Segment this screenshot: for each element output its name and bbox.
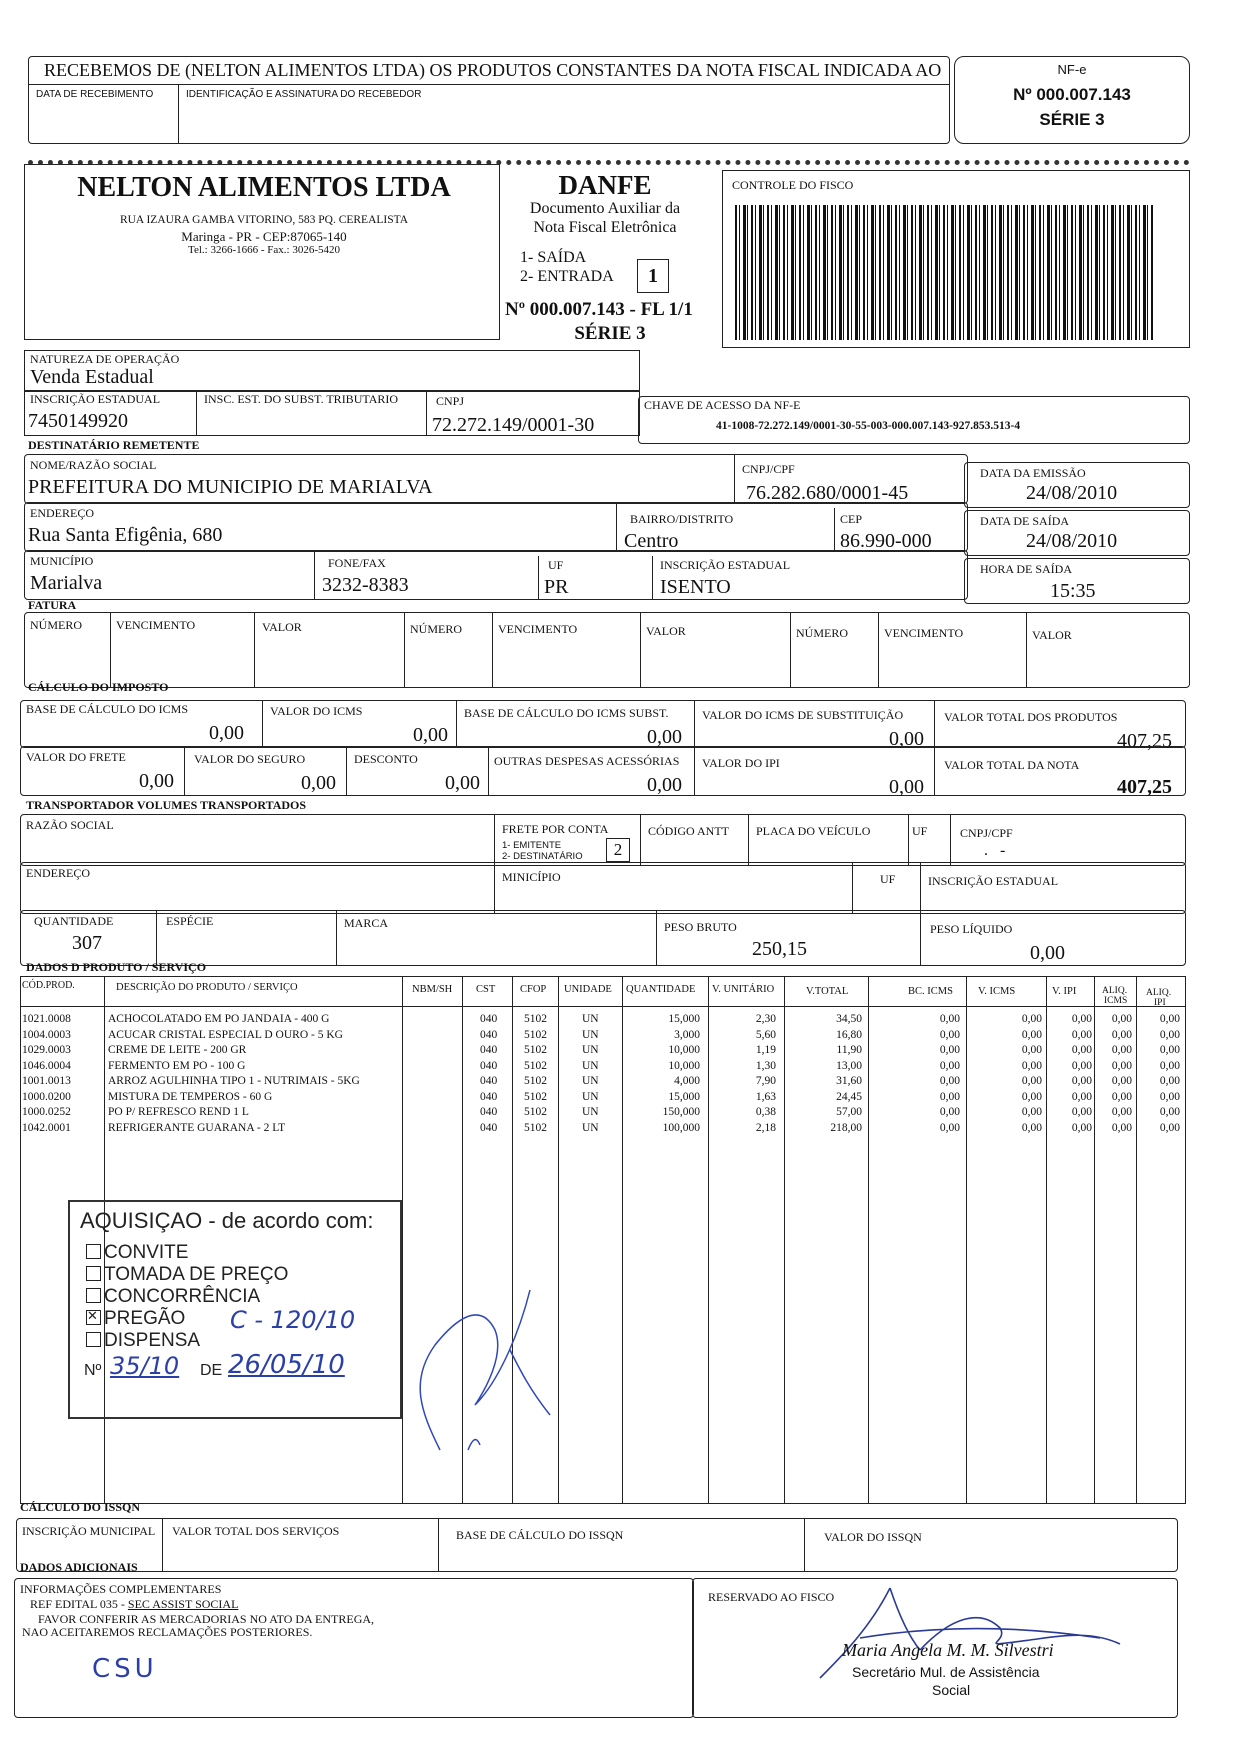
product-cell-vicms: 0,00: [1021, 1090, 1042, 1103]
emitente-address1: RUA IZAURA GAMBA VITORINO, 583 PQ. CEREALISTA: [119, 214, 409, 226]
peso-bruto: 250,15: [752, 938, 807, 960]
col-vtotal: V.TOTAL: [806, 986, 849, 997]
stamp-opt-dispensa: DISPENSA: [86, 1330, 200, 1352]
dest-uf: PR: [544, 576, 569, 598]
product-col-vunit: [710, 1012, 776, 1136]
stamp-title: AQUISIÇAO - de acordo com:: [80, 1208, 374, 1233]
saida-label: DATA DE SAÍDA: [980, 514, 1070, 528]
marca-label: MARCA: [344, 916, 389, 930]
product-cell-vicms: 0,00: [1021, 1075, 1042, 1087]
product-col-qtd: [624, 1012, 700, 1136]
stamp-opt-concorrencia: CONCORRÊNCIA: [86, 1286, 260, 1308]
col-vunit: V. UNITÁRIO: [712, 984, 775, 995]
dest-endereco: Rua Santa Efigênia, 680: [28, 524, 223, 546]
dest-cep-label: CEP: [840, 512, 863, 526]
issqn-im-label: INSCRIÇÃO MUNICIPAL: [22, 1524, 156, 1538]
outras: 0,00: [647, 774, 682, 796]
product-cell-cst: 040: [480, 1106, 498, 1118]
product-cell-cfop: 5102: [524, 1090, 547, 1103]
product-cell-cod: 1000.0252: [22, 1106, 71, 1118]
peso-bruto-label: PESO BRUTO: [664, 920, 737, 934]
frete-value-box: 2: [606, 838, 630, 862]
product-cell-vicms: 0,00: [1021, 1059, 1042, 1072]
stamp-pregao-number: C - 120/10: [230, 1306, 356, 1334]
stamp-opt-pregao: ✕PREGÃO: [86, 1308, 185, 1330]
product-cell-un: UN: [582, 1059, 599, 1072]
col-aliq-ipi-2: IPI: [1154, 998, 1166, 1008]
product-cell-desc: ACUCAR CRISTAL ESPECIAL D OURO - 5 KG: [108, 1028, 343, 1041]
product-cell-un: UN: [582, 1121, 599, 1134]
product-cell-bc: 0,00: [939, 1106, 960, 1118]
product-cell-un: UN: [582, 1044, 599, 1056]
product-cell-aicms: 0,00: [1111, 1013, 1132, 1025]
info-handwritten: CSU: [92, 1654, 158, 1684]
product-col-vipi: [1048, 1012, 1092, 1136]
fatura-venc-1: VENCIMENTO: [116, 618, 196, 632]
product-cell-vunit: 0,38: [755, 1106, 776, 1118]
transp-ie-label: INSCRIÇÃO ESTADUAL: [928, 874, 1059, 888]
product-cell-vunit: 1,19: [755, 1044, 776, 1056]
frete-conta-label: FRETE POR CONTA: [502, 822, 609, 836]
transp-razao-label: RAZÃO SOCIAL: [26, 818, 114, 832]
danfe-tipo-box: 1: [637, 259, 669, 293]
dest-bairro-label: BAIRRO/DISTRITO: [630, 512, 734, 526]
product-cell-cfop: 5102: [524, 1121, 547, 1134]
info-line2: FAVOR CONFERIR AS MERCADORIAS NO ATO DA ENTREGA,: [38, 1612, 375, 1626]
product-cell-vicms: 0,00: [1021, 1028, 1042, 1041]
product-cell-vipi: 0,00: [1071, 1028, 1092, 1041]
ipi: 0,00: [889, 776, 924, 798]
ie-value: 7450149920: [28, 410, 128, 432]
placa-label: PLACA DO VEÍCULO: [756, 824, 871, 838]
product-cell-cst: 040: [480, 1028, 498, 1041]
product-cell-vipi: 0,00: [1071, 1090, 1092, 1103]
quantidade: 307: [72, 932, 102, 954]
canhoto-text: RECEBEMOS DE (NELTON ALIMENTOS LTDA) OS PRODUTOS CONSTANTES DA NOTA FISCAL INDICADA AO: [44, 60, 942, 80]
info-line1-link: SEC ASSIST SOCIAL: [127, 1597, 239, 1611]
col-un: UNIDADE: [564, 984, 612, 995]
product-cell-cst: 040: [480, 1044, 498, 1056]
cnpj-value: 72.272.149/0001-30: [432, 414, 595, 436]
product-cell-vunit: 1,63: [755, 1090, 776, 1103]
nfe-label: NF-e: [1057, 62, 1087, 77]
product-cell-cod: 1042.0001: [22, 1121, 71, 1134]
product-cell-cst: 040: [480, 1090, 498, 1103]
product-cell-desc: FERMENTO EM PO - 100 G: [108, 1059, 246, 1072]
product-col-un: [582, 1012, 599, 1136]
product-cell-cod: 1001.0013: [22, 1075, 71, 1087]
barcode: [735, 205, 1155, 340]
product-cell-qtd: 10,000: [668, 1044, 700, 1056]
product-cell-vicms: 0,00: [1021, 1106, 1042, 1118]
product-cell-vtotal: 57,00: [836, 1106, 862, 1118]
desconto-label: DESCONTO: [354, 752, 418, 766]
product-cell-bc: 0,00: [939, 1090, 960, 1103]
product-cell-un: UN: [582, 1090, 599, 1103]
fatura-venc-2: VENCIMENTO: [498, 622, 578, 636]
issqn-section: CÁLCULO DO ISSQN: [20, 1500, 141, 1514]
product-cell-vicms: 0,00: [1021, 1121, 1042, 1134]
transp-uf-label: UF: [912, 824, 928, 838]
emitente-phone: Tel.: 3266-1666 - Fax.: 3026-5420: [188, 244, 340, 256]
product-cell-vipi: 0,00: [1071, 1059, 1092, 1072]
transp-municipio-label: MINICÍPIO: [502, 870, 561, 884]
product-col-cod: [22, 1012, 71, 1136]
product-cell-qtd: 15,000: [668, 1090, 700, 1103]
product-cell-desc: CREME DE LEITE - 200 GR: [108, 1044, 247, 1056]
product-cell-vunit: 7,90: [755, 1075, 776, 1087]
product-cell-aipi: 0,00: [1159, 1013, 1180, 1025]
product-cell-vunit: 1,30: [755, 1059, 776, 1072]
product-cell-qtd: 100,000: [662, 1121, 700, 1134]
issqn-base-label: BASE DE CÁLCULO DO ISSQN: [456, 1528, 624, 1542]
product-cell-qtd: 4,000: [674, 1075, 700, 1087]
frete-opt2: 2- DESTINATÁRIO: [502, 851, 583, 862]
outras-label: OUTRAS DESPESAS ACESSÓRIAS: [494, 754, 680, 768]
product-cell-aipi: 0,00: [1159, 1106, 1180, 1118]
cnpj-label: CNPJ: [436, 394, 465, 408]
product-cell-desc: ACHOCOLATADO EM PO JANDAIA - 400 G: [108, 1013, 330, 1025]
product-cell-vtotal: 218,00: [830, 1121, 862, 1134]
danfe-title: DANFE: [558, 170, 652, 200]
dest-cnpj-label: CNPJ/CPF: [742, 462, 795, 476]
product-cell-aipi: 0,00: [1159, 1028, 1180, 1041]
product-cell-un: UN: [582, 1106, 599, 1118]
ie-label: INSCRIÇÃO ESTADUAL: [30, 392, 161, 406]
total-prod-label: VALOR TOTAL DOS PRODUTOS: [944, 710, 1118, 724]
fatura-valor-3: VALOR: [1032, 628, 1072, 642]
transp-endereco-label: ENDEREÇO: [26, 866, 90, 880]
col-vipi: V. IPI: [1052, 986, 1077, 997]
product-cell-cst: 040: [480, 1059, 498, 1072]
fatura-section: FATURA: [28, 598, 77, 612]
product-cell-desc: REFRIGERANTE GUARANA - 2 LT: [108, 1121, 286, 1134]
stamp-opt-convite: CONVITE: [86, 1242, 188, 1264]
total-prod: 407,25: [1117, 730, 1172, 752]
product-cell-vtotal: 34,50: [836, 1013, 862, 1025]
product-cell-vtotal: 24,45: [836, 1090, 862, 1103]
base-icms-label: BASE DE CÁLCULO DO ICMS: [26, 702, 189, 716]
col-aliq-icms-1: ALIQ.: [1102, 986, 1128, 996]
product-cell-aipi: 0,00: [1159, 1075, 1180, 1087]
col-aliq-ipi-1: ALIQ.: [1146, 988, 1172, 998]
product-cell-vipi: 0,00: [1071, 1075, 1092, 1087]
ie-st-label: INSC. EST. DO SUBST. TRIBUTARIO: [204, 392, 399, 406]
sig-title2: Social: [932, 1682, 971, 1698]
antt-label: CÓDIGO ANTT: [648, 824, 729, 838]
valor-st-label: VALOR DO ICMS DE SUBSTITUIÇÃO: [702, 708, 904, 722]
product-cell-aipi: 0,00: [1159, 1121, 1180, 1134]
product-cell-cst: 040: [480, 1013, 498, 1025]
nfe-numero: Nº 000.007.143: [1013, 85, 1131, 104]
frete-label: VALOR DO FRETE: [26, 750, 126, 764]
product-cell-aicms: 0,00: [1111, 1106, 1132, 1118]
product-cell-cod: 1000.0200: [22, 1090, 71, 1103]
ipi-label: VALOR DO IPI: [702, 756, 780, 770]
product-cell-vtotal: 11,90: [836, 1044, 862, 1056]
data-recebimento-label: DATA DE RECEBIMENTO: [36, 89, 154, 100]
col-ncm: NBM/SH: [412, 984, 453, 995]
col-vicms: V. ICMS: [978, 986, 1016, 997]
product-cell-bc: 0,00: [939, 1028, 960, 1041]
emitente-address2: Maringa - PR - CEP:87065-140: [181, 229, 347, 244]
product-cell-cod: 1029.0003: [22, 1044, 71, 1056]
product-cell-cfop: 5102: [524, 1075, 547, 1087]
col-bc: BC. ICMS: [908, 986, 953, 997]
product-cell-qtd: 15,000: [668, 1013, 700, 1025]
stamp-opt-tomada: TOMADA DE PREÇO: [86, 1264, 288, 1286]
peso-liquido: 0,00: [1030, 942, 1065, 964]
product-cell-vicms: 0,00: [1021, 1044, 1042, 1056]
danfe-subtitle2: Nota Fiscal Eletrônica: [533, 219, 677, 236]
controle-fisco-label: CONTROLE DO FISCO: [732, 178, 854, 192]
sig-name: Maria Angela M. M. Silvestri: [842, 1640, 1054, 1660]
valor-icms: 0,00: [413, 724, 448, 746]
adicionais-section: DADOS ADICIONAIS: [20, 1560, 138, 1574]
fatura-valor-2: VALOR: [646, 624, 686, 638]
product-cell-vunit: 2,18: [755, 1121, 776, 1134]
stamp-date-value: 26/05/10: [228, 1350, 345, 1380]
dest-fone-label: FONE/FAX: [328, 556, 386, 570]
danfe-subtitle1: Documento Auxiliar da: [529, 200, 681, 217]
product-cell-vtotal: 13,00: [836, 1059, 862, 1072]
product-cell-un: UN: [582, 1075, 599, 1087]
dest-cnpj: 76.282.680/0001-45: [746, 482, 909, 504]
danfe-numero-fl: Nº 000.007.143 - FL 1/1: [505, 299, 693, 320]
product-cell-aicms: 0,00: [1111, 1075, 1132, 1087]
dest-municipio-label: MUNICÍPIO: [30, 554, 94, 568]
transp-cnpj-label: CNPJ/CPF: [960, 826, 1013, 840]
dest-cep: 86.990-000: [840, 530, 932, 552]
product-cell-cod: 1046.0004: [22, 1059, 71, 1072]
dest-ie: ISENTO: [660, 576, 731, 598]
chave-value: 41-1008-72.272.149/0001-30-55-003-000.007.143-927.853.513-4: [716, 420, 1021, 432]
product-cell-vipi: 0,00: [1071, 1106, 1092, 1118]
product-cell-bc: 0,00: [939, 1044, 960, 1056]
product-cell-cod: 1004.0003: [22, 1028, 71, 1041]
product-cell-bc: 0,00: [939, 1121, 960, 1134]
especie-label: ESPÉCIE: [166, 914, 214, 928]
chave-label: CHAVE DE ACESSO DA NF-E: [644, 398, 801, 412]
emissao-value: 24/08/2010: [1026, 482, 1118, 504]
col-cfop: CFOP: [520, 984, 547, 995]
frete-opt1: 1- EMITENTE: [502, 840, 562, 851]
product-cell-aicms: 0,00: [1111, 1059, 1132, 1072]
col-aliq-icms-2: ICMS: [1104, 996, 1128, 1006]
product-cell-vipi: 0,00: [1071, 1121, 1092, 1134]
dest-fone: 3232-8383: [322, 574, 409, 596]
base-icms: 0,00: [209, 722, 244, 744]
info-label: INFORMAÇÕES COMPLEMENTARES: [20, 1582, 222, 1596]
frete: 0,00: [139, 770, 174, 792]
dest-bairro: Centro: [624, 530, 679, 552]
info-line1: REF EDITAL 035 - SEC ASSIST SOCIAL: [30, 1597, 239, 1611]
product-cell-vicms: 0,00: [1021, 1013, 1042, 1025]
product-col-desc: [108, 1012, 360, 1136]
danfe-opt2: 2- ENTRADA: [520, 268, 614, 285]
product-cell-aicms: 0,00: [1111, 1044, 1132, 1056]
fatura-numero-1: NÚMERO: [30, 618, 83, 632]
base-st-label: BASE DE CÁLCULO DO ICMS SUBST.: [464, 706, 669, 720]
product-cell-desc: MISTURA DE TEMPEROS - 60 G: [108, 1090, 273, 1103]
product-cell-vipi: 0,00: [1071, 1044, 1092, 1056]
product-cell-cfop: 5102: [524, 1106, 547, 1118]
product-cell-aicms: 0,00: [1111, 1028, 1132, 1041]
valor-icms-label: VALOR DO ICMS: [270, 704, 363, 718]
saida-value: 24/08/2010: [1026, 530, 1118, 552]
destinatario-section: DESTINATÁRIO REMETENTE: [28, 438, 200, 452]
fatura-venc-3: VENCIMENTO: [884, 626, 964, 640]
hora-label: HORA DE SAÍDA: [980, 562, 1073, 576]
product-cell-vipi: 0,00: [1071, 1013, 1092, 1025]
product-cell-qtd: 10,000: [668, 1059, 700, 1072]
fatura-numero-2: NÚMERO: [410, 622, 463, 636]
product-cell-cst: 040: [480, 1075, 498, 1087]
fatura-valor-1: VALOR: [262, 620, 302, 634]
transp-cnpj-value: . -: [984, 842, 1006, 859]
product-cell-cst: 040: [480, 1121, 498, 1134]
product-cell-bc: 0,00: [939, 1059, 960, 1072]
seguro: 0,00: [301, 772, 336, 794]
peso-liquido-label: PESO LÍQUIDO: [930, 922, 1013, 936]
quantidade-label: QUANTIDADE: [34, 914, 114, 928]
product-cell-desc: ARROZ AGULHINHA TIPO 1 - NUTRIMAIS - 5KG: [108, 1075, 360, 1087]
product-cell-cfop: 5102: [524, 1013, 547, 1025]
identificacao-label: IDENTIFICAÇÃO E ASSINATURA DO RECEBEDOR: [186, 89, 422, 100]
product-cell-aipi: 0,00: [1159, 1059, 1180, 1072]
dest-uf-label: UF: [548, 558, 564, 572]
product-cell-aicms: 0,00: [1111, 1121, 1132, 1134]
stamp-num-value: 35/10: [110, 1352, 180, 1380]
product-col-vtotal: [786, 1012, 862, 1136]
product-cell-vunit: 5,60: [755, 1028, 776, 1041]
product-col-cfop: [524, 1012, 547, 1136]
product-col-aicms: [1096, 1012, 1132, 1136]
product-cell-vunit: 2,30: [755, 1013, 776, 1025]
fatura-box: [24, 612, 1190, 688]
seguro-label: VALOR DO SEGURO: [194, 752, 306, 766]
natureza-label: NATUREZA DE OPERAÇÃO: [30, 352, 180, 366]
sig-title1: Secretário Mul. de Assistência: [852, 1664, 1040, 1680]
dest-municipio: Marialva: [30, 572, 103, 594]
col-cst: CST: [476, 984, 496, 995]
hora-value: 15:35: [1050, 580, 1096, 602]
total-nota: 407,25: [1117, 776, 1172, 798]
stamp-num-prefix: Nº: [84, 1362, 102, 1379]
issqn-total-label: VALOR TOTAL DOS SERVIÇOS: [172, 1524, 340, 1538]
nfe-serie: SÉRIE 3: [1039, 110, 1105, 129]
product-col-bc: [870, 1012, 960, 1136]
product-cell-aicms: 0,00: [1111, 1090, 1132, 1103]
dest-endereco-label: ENDEREÇO: [30, 506, 94, 520]
product-cell-vtotal: 31,60: [836, 1075, 862, 1087]
produtos-section: DADOS D PRODUTO / SERVIÇO: [26, 960, 207, 974]
dest-row3: [24, 550, 968, 600]
product-signature: [380, 1270, 580, 1480]
fisco-label: RESERVADO AO FISCO: [708, 1590, 835, 1604]
col-qtd: QUANTIDADE: [626, 984, 696, 995]
danfe-serie: SÉRIE 3: [574, 323, 646, 344]
natureza-value: Venda Estadual: [30, 366, 154, 388]
emissao-label: DATA DA EMISSÃO: [980, 466, 1086, 480]
stamp-de: DE: [200, 1362, 223, 1379]
product-cell-cfop: 5102: [524, 1028, 547, 1041]
aquisicao-stamp: [68, 1200, 402, 1419]
info-line3: NAO ACEITAREMOS RECLAMAÇÕES POSTERIORES.: [22, 1625, 313, 1639]
total-nota-label: VALOR TOTAL DA NOTA: [944, 758, 1080, 772]
product-cell-aipi: 0,00: [1159, 1044, 1180, 1056]
product-col-vicms: [968, 1012, 1042, 1136]
product-cell-vtotal: 16,80: [836, 1028, 862, 1041]
product-cell-cfop: 5102: [524, 1044, 547, 1056]
product-cell-un: UN: [582, 1013, 599, 1025]
base-st: 0,00: [647, 726, 682, 748]
col-cod: CÓD.PROD.: [22, 980, 75, 991]
product-cell-qtd: 150,000: [662, 1106, 700, 1118]
product-cell-cfop: 5102: [524, 1059, 547, 1072]
product-cell-cod: 1021.0008: [22, 1013, 71, 1025]
emitente-name: NELTON ALIMENTOS LTDA: [77, 172, 451, 203]
dest-nome-label: NOME/RAZÃO SOCIAL: [30, 458, 157, 472]
transp-uf2-label: UF: [880, 872, 896, 886]
product-cell-desc: PO P/ REFRESCO REND 1 L: [108, 1106, 249, 1118]
col-desc: DESCRIÇÃO DO PRODUTO / SERVIÇO: [116, 982, 298, 993]
valor-st: 0,00: [889, 728, 924, 750]
desconto: 0,00: [445, 772, 480, 794]
product-cell-bc: 0,00: [939, 1013, 960, 1025]
product-cell-aipi: 0,00: [1159, 1090, 1180, 1103]
product-col-aipi: [1138, 1012, 1180, 1136]
dest-nome: PREFEITURA DO MUNICIPIO DE MARIALVA: [28, 476, 433, 498]
product-cell-qtd: 3,000: [674, 1028, 700, 1041]
transportador-section: TRANSPORTADOR VOLUMES TRANSPORTADOS: [26, 798, 307, 812]
imposto-section: CÁLCULO DO IMPOSTO: [28, 680, 169, 694]
danfe-opt1: 1- SAÍDA: [520, 249, 587, 266]
product-cell-bc: 0,00: [939, 1075, 960, 1087]
product-cell-un: UN: [582, 1028, 599, 1041]
fatura-numero-3: NÚMERO: [796, 626, 849, 640]
dest-ie-label: INSCRIÇÃO ESTADUAL: [660, 558, 791, 572]
issqn-valor-label: VALOR DO ISSQN: [824, 1530, 922, 1544]
product-col-cst: [480, 1012, 497, 1136]
